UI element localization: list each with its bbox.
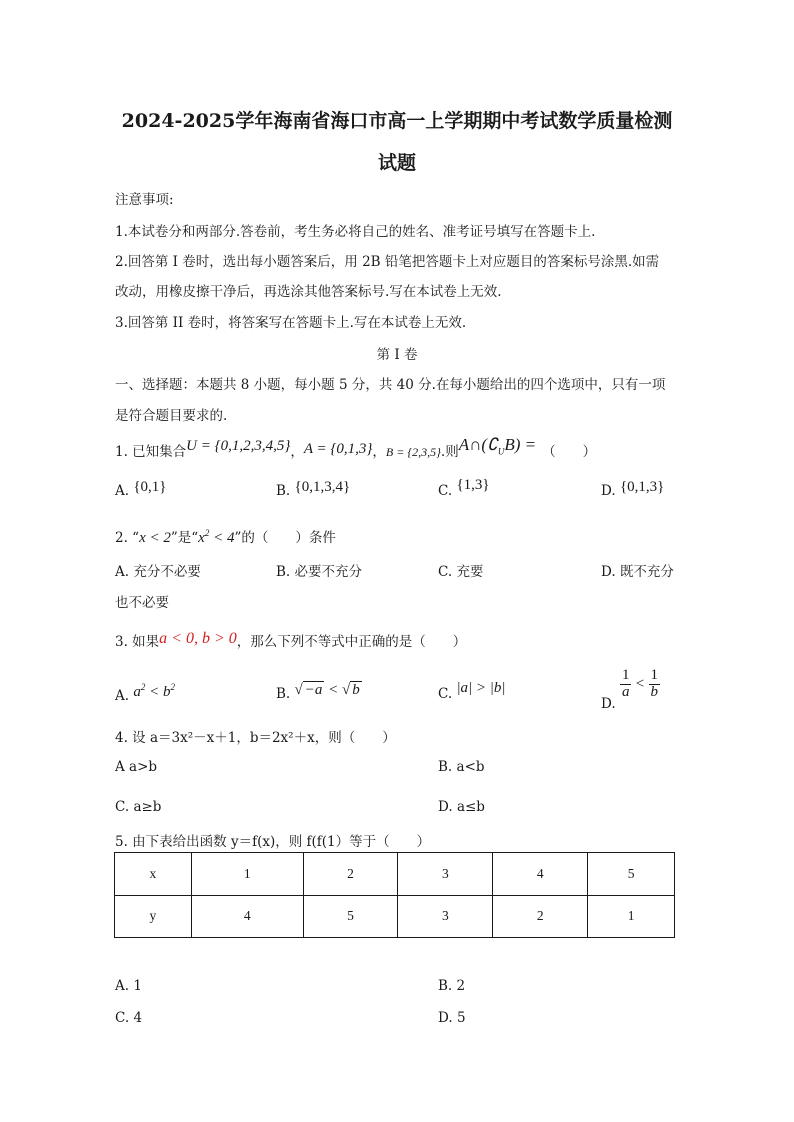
notice-heading: 注意事项: — [115, 192, 174, 208]
section-label: 第 I 卷 — [376, 347, 418, 363]
q4-option-b[interactable] — [438, 759, 485, 775]
table-cell: 4 — [191, 895, 303, 938]
set-u: U = {0,1,2,3,4,5} — [186, 438, 291, 454]
q5-option-d[interactable] — [438, 1010, 466, 1026]
q2-cond2-rest: < 4 — [209, 530, 235, 546]
option-letter: D. — [601, 483, 616, 499]
q2-condition-2 — [198, 530, 234, 546]
then-text: .则 — [440, 444, 459, 460]
exam-title-line1: 2024-2025学年海南省海口市高一上学期期中考试数学质量检测 — [121, 110, 673, 132]
option-letter: C. — [438, 483, 453, 499]
table-cell: y — [115, 895, 192, 938]
q2-prefix: 2. “ — [115, 530, 140, 546]
option-text: 既不充分 — [619, 564, 674, 580]
option-letter: A. — [115, 978, 130, 994]
notice-item-2: 2.回答第 I 卷时，选出每小题答案后，用 2B 铅笔把答题卡上对应题目的答案标号涂黑.如需 — [115, 254, 660, 270]
q5-option-a[interactable] — [115, 978, 142, 994]
set-a: A = {0,1,3} — [303, 441, 373, 457]
option-text: {0,1} — [133, 479, 167, 495]
expr-main: A∩(∁ — [458, 435, 498, 454]
function-table — [114, 852, 675, 938]
denominator: a — [621, 683, 630, 700]
option-letter: D. — [438, 799, 453, 815]
table-cell: 4 — [493, 853, 588, 896]
option-letter: C. — [115, 1010, 130, 1026]
option-letter: A. — [115, 688, 130, 704]
option-letter: A. — [115, 483, 130, 499]
q3-suffix: ，那么下列不等式中正确的是（ ） — [236, 634, 467, 650]
numerator: 1 — [650, 667, 658, 683]
q3-condition: a < 0, b > 0 — [159, 630, 237, 647]
option-text: 充要 — [456, 564, 484, 580]
option-text: {0,1,3,4} — [294, 479, 351, 495]
option-text: a<b — [456, 759, 485, 775]
q4-option-d[interactable] — [438, 799, 485, 815]
option-text: 充分不必要 — [133, 564, 201, 580]
q3-option-c[interactable] — [438, 680, 506, 703]
numerator: 1 — [621, 667, 630, 683]
question-4-stem: 4. 设 a＝3x²－x＋1，b＝2x²＋x，则（ ） — [115, 730, 396, 746]
table-cell: 2 — [303, 853, 398, 896]
question-1-prefix: 1. 已知集合 — [115, 444, 187, 460]
option-letter: B. — [276, 686, 291, 702]
table-cell: 2 — [493, 895, 588, 938]
q3-prefix: 3. 如果 — [115, 634, 160, 650]
notice-item-3: 3.回答第 II 卷时，将答案写在答题卡上.写在本试卷上无效. — [115, 315, 467, 331]
q3-option-b[interactable] — [276, 682, 362, 703]
q2-option-b[interactable] — [276, 560, 362, 580]
table-cell: 5 — [303, 895, 398, 938]
option-text: {0,1,3} — [619, 479, 665, 495]
q4-option-c[interactable] — [115, 799, 161, 815]
option-formula — [133, 684, 175, 700]
question-5-stem: 5. 由下表给出函数 y＝f(x)，则 f(f(1）等于（ ） — [115, 834, 431, 850]
q2-option-a[interactable] — [115, 560, 201, 580]
radical-sign: √ — [294, 682, 303, 698]
q5-option-c[interactable] — [115, 1010, 142, 1026]
term: a — [133, 684, 141, 700]
q4-option-a[interactable] — [115, 759, 157, 775]
notice-item-2-cont: 改动，用橡皮擦干净后，再选涂其他答案标号.写在本试卷上无效. — [115, 284, 502, 300]
option-text: 2 — [456, 978, 466, 994]
table-cell: 1 — [191, 853, 303, 896]
exponent: 2 — [140, 682, 146, 692]
operator: < — [324, 682, 342, 698]
q3-option-d[interactable] — [601, 667, 660, 712]
answer-paren: （ ） — [542, 444, 597, 460]
exponent: 2 — [170, 682, 175, 692]
expr-subscript: U — [497, 446, 505, 457]
option-text: 必要不充分 — [294, 564, 363, 580]
option-letter: B. — [438, 759, 453, 775]
table-cell: 1 — [588, 895, 675, 938]
q2-option-d-continued: 也不必要 — [115, 595, 169, 611]
option-formula: |a| > |b| — [456, 680, 506, 696]
q2-option-c[interactable] — [438, 560, 483, 580]
option-letter: B. — [438, 978, 453, 994]
radicand: −a — [304, 682, 323, 698]
table-cell: x — [115, 853, 192, 896]
option-text: a≤b — [456, 799, 485, 815]
option-letter: C. — [115, 799, 130, 815]
q1-option-d[interactable] — [601, 479, 665, 500]
option-text: a≥b — [133, 799, 162, 815]
q2-cond2-base: x — [198, 530, 205, 546]
fraction — [620, 668, 632, 701]
q2-cond2-sup: 2 — [204, 528, 210, 538]
table-row — [115, 853, 675, 896]
option-letter: D. — [601, 695, 616, 712]
question-1-stem — [115, 435, 597, 462]
option-letter: B. — [276, 564, 291, 580]
table-cell: 3 — [398, 853, 493, 896]
q1-option-b[interactable] — [276, 479, 351, 500]
option-text: 1 — [133, 978, 142, 994]
notice-item-1: 1.本试卷分和两部分.答卷前，考生务必将自己的姓名、准考证号填写在答题卡上. — [115, 224, 596, 240]
option-text: {1,3} — [456, 477, 490, 493]
option-text: 4 — [133, 1010, 143, 1026]
option-letter: A — [115, 759, 125, 775]
q5-option-b[interactable] — [438, 978, 465, 994]
denominator: b — [650, 683, 658, 700]
exam-title-line2: 试题 — [377, 152, 416, 174]
option-letter: C. — [438, 564, 453, 580]
option-letter: A. — [115, 564, 130, 580]
fraction — [649, 668, 661, 701]
q1-option-c[interactable] — [438, 477, 490, 500]
q3-option-a[interactable] — [115, 682, 175, 705]
table-row — [115, 895, 675, 938]
separator: ， — [290, 444, 304, 460]
set-b: B = {2,3,5} — [385, 445, 441, 459]
option-formula — [295, 682, 362, 698]
term: b — [162, 684, 171, 700]
separator: ， — [372, 444, 386, 460]
option-text: 5 — [456, 1010, 466, 1026]
radical-sign: √ — [342, 682, 351, 698]
expr-end: B) = — [504, 435, 537, 454]
set-expression — [458, 435, 537, 457]
section-intro-line1: 一、选择题：本题共 8 小题，每小题 5 分，共 40 分.在每小题给出的四个选项中，只有一项 — [115, 377, 666, 393]
option-letter: D. — [438, 1010, 453, 1026]
section-intro-line2: 是符合题目要求的. — [115, 408, 228, 424]
q1-option-a[interactable] — [115, 479, 167, 500]
q2-condition-1: x < 2 — [139, 530, 171, 546]
option-letter: C. — [438, 686, 453, 702]
question-2-stem — [115, 526, 336, 547]
q2-mid: ”是“ — [170, 530, 199, 546]
q2-suffix: ”的（ ）条件 — [234, 530, 336, 546]
option-text: a>b — [129, 759, 158, 775]
operator: < — [145, 684, 163, 700]
option-letter: D. — [601, 564, 616, 580]
option-letter: B. — [276, 483, 291, 499]
operator: < — [635, 675, 645, 692]
q2-option-d[interactable] — [601, 560, 674, 580]
table-cell: 3 — [398, 895, 493, 938]
radicand: b — [352, 682, 360, 698]
table-cell: 5 — [588, 853, 675, 896]
question-3-stem — [115, 630, 466, 651]
